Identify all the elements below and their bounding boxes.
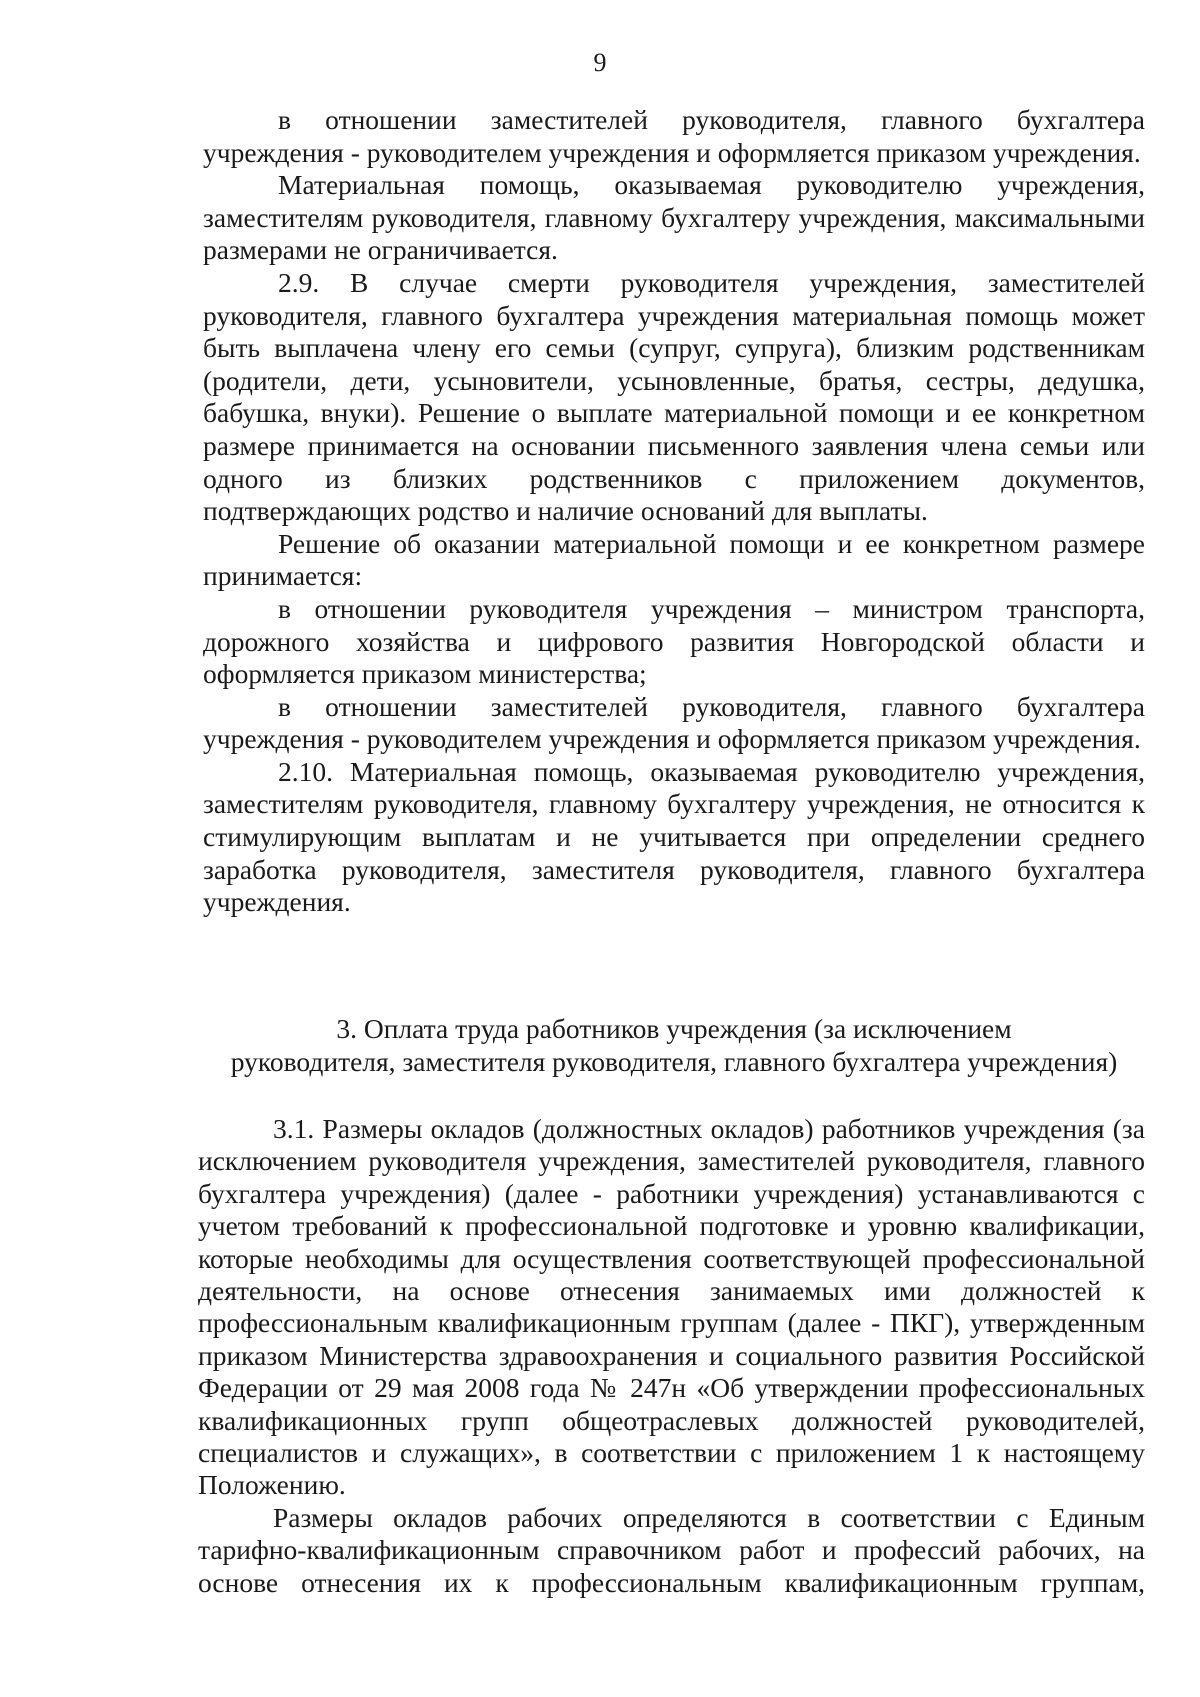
document-body-part-2 [203,104,1145,919]
section-3-heading [203,1013,1145,1078]
paragraph-3-1: 3.1. Размеры окладов (должностных окладов) работников учреждения (за исключением руководителя учреждения, заместителей руководителя, главного бухгалтера учреждения) (далее - работники учреждения) устанавливаются с учетом требований к профессиональной подготовке и уровню квалификации, которые необходимы для осуществления соответствующей профессиональной деятельности, на основе отнесения занимаемых ими должностей к профессиональным квалификационным группам (далее - ПКГ), утвержденным приказом Министерства здравоохранения и социального развития Российской Федерации от 29 мая 2008 года № 247н «Об утверждении профессиональных квалификационных групп общеотраслевых должностей руководителей, специалистов и служащих», в соответствии с приложением 1 к настоящему Положению. [198,1113,1145,1501]
section-3-body [198,1113,1145,1599]
section-3-heading-line-2: руководителя, заместителя руководителя, главного бухгалтера учреждения) [230,1045,1118,1077]
section-3-heading-line-1: 3. Оплата труда работников учреждения (за исключением [336,1013,1012,1044]
paragraph-2-9: 2.9. В случае смерти руководителя учреждения, заместителей руководителя, главного бухгалтера учреждения материальная помощь может быть выплачена члену его семьи (супруг, супруга), близким родственникам (родители, дети, усыновители, усыновленные, братья, сестры, дедушка, бабушка, внуки). Решение о выплате материальной помощи и ее конкретном размере принимается на основании письменного заявления члена семьи или одного из близких родственников с приложением документов, подтверждающих родство и наличие оснований для выплаты. [203,266,1145,527]
paragraph-material-help-limit: Материальная помощь, оказываемая руководителю учреждения, заместителям руководителя, главному бухгалтеру учреждения, максимальными размерами не ограничивается. [203,169,1145,266]
paragraph-zam-rukovoditelya-2: в отношении заместителей руководителя, главного бухгалтера учреждения - руководителем учреждения и оформляется приказом учреждения. [203,690,1145,755]
paragraph-workers-salaries: Размеры окладов рабочих определяются в соответствии с Единым тарифно-квалификационным справочником работ и профессий рабочих, на основе отнесения их к профессиональным квалификационным группам, [198,1501,1145,1598]
paragraph-zam-rukovoditelya-1: в отношении заместителей руководителя, главного бухгалтера учреждения - руководителем учреждения и оформляется приказом учреждения. [203,104,1145,168]
paragraph-decision-rukovoditel: в отношении руководителя учреждения – министром транспорта, дорожного хозяйства и цифрового развития Новгородской области и оформляется приказом министерства; [203,592,1145,690]
page-number: 9 [593,48,607,77]
paragraph-decision-intro: Решение об оказании материальной помощи и ее конкретном размере принимается: [203,527,1145,592]
paragraph-2-10: 2.10. Материальная помощь, оказываемая руководителю учреждения, заместителям руководителя, главному бухгалтеру учреждения, не относится к стимулирующим выплатам и не учитывается при определении среднего заработка руководителя, заместителя руководителя, главного бухгалтера учреждения. [203,755,1145,918]
